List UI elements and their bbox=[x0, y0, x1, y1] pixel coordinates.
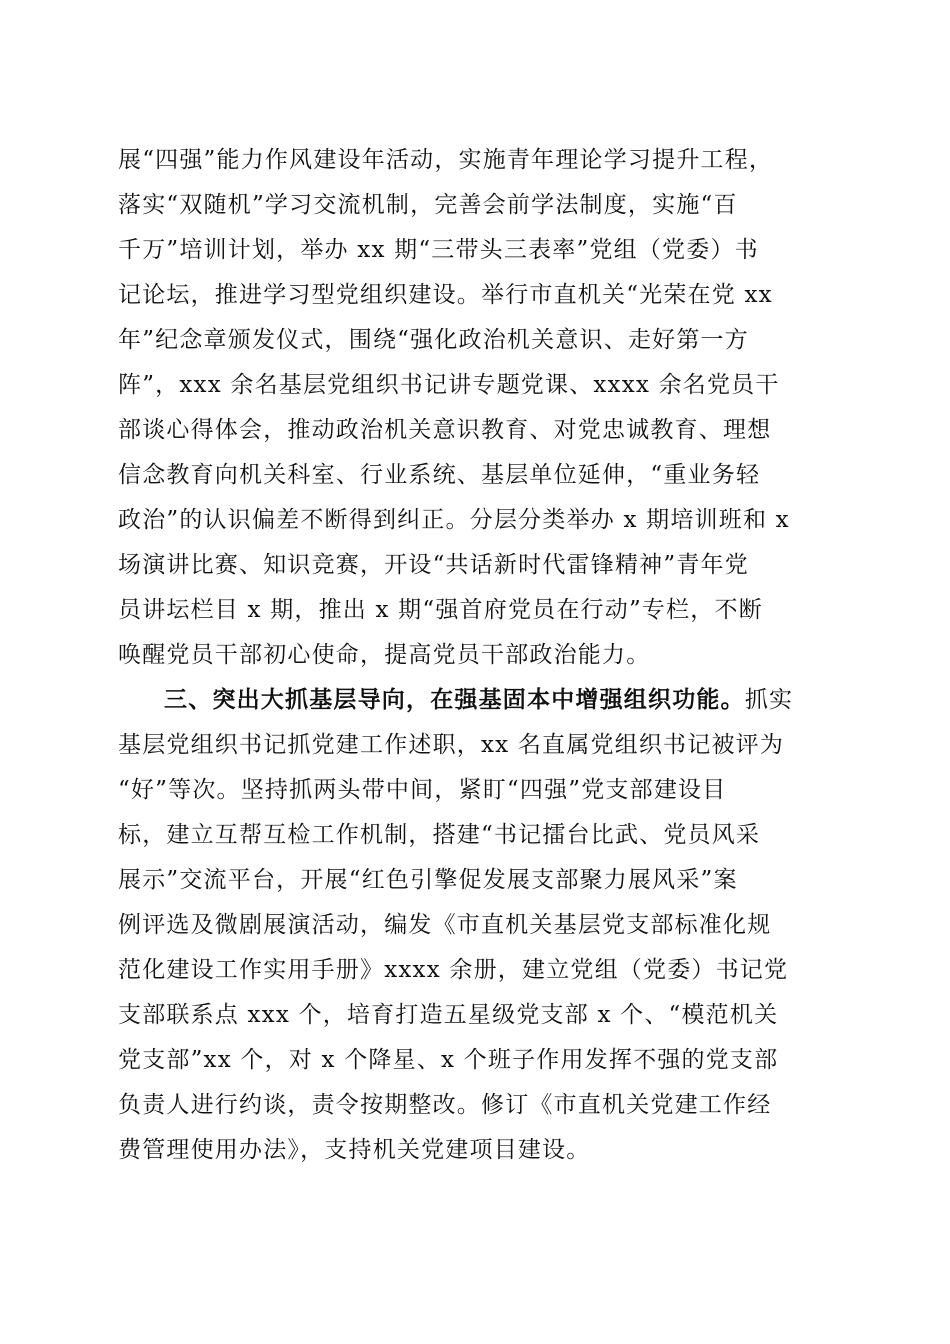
paragraph-2 bbox=[118, 678, 838, 1173]
text-line: 标，建立互帮互检工作机制，搭建“书记擂台比武、党员风采 bbox=[118, 822, 761, 848]
text-line: 阵”，xxx 余名基层党组织书记讲专题党课、xxxx 余名党员干 bbox=[118, 372, 780, 398]
text-line: 范化建设工作实用手册》xxxx 余册，建立党组（党委）书记党 bbox=[118, 957, 789, 983]
text-line: 展示”交流平台，开展“红色引擎促发展支部聚力展风采”案 bbox=[118, 867, 738, 893]
paragraph-1 bbox=[118, 138, 838, 678]
text-line: 部谈心得体会，推动政治机关意识教育、对党忠诚教育、理想 bbox=[118, 417, 772, 443]
text-line: 年”纪念章颁发仪式，围绕“强化政治机关意识、走好第一方 bbox=[118, 327, 749, 353]
text-line: 政治”的认识偏差不断得到纠正。分层分类举办 x 期培训班和 x bbox=[118, 507, 790, 533]
text-line: 员讲坛栏目 x 期，推出 x 期“强首府党员在行动”专栏，不断 bbox=[118, 597, 763, 623]
text-line: 负责人进行约谈，责令按期整改。修订《市直机关党建工作经 bbox=[118, 1092, 772, 1118]
text-line: 党支部”xx 个，对 x 个降星、x 个班子作用发挥不强的党支部 bbox=[118, 1047, 779, 1073]
text-line: 展“四强”能力作风建设年活动，实施青年理论学习提升工程， bbox=[118, 147, 774, 173]
text-line: “好”等次。坚持抓两头带中间，紧盯“四强”党支部建设目 bbox=[118, 777, 727, 803]
heading-line-rest: 抓实 bbox=[744, 687, 794, 713]
text-line: 信念教育向机关科室、行业系统、基层单位延伸，“重业务轻 bbox=[118, 462, 761, 488]
text-line: 支部联系点 xxx 个，培育打造五星级党支部 x 个、“模范机关 bbox=[118, 1002, 779, 1028]
text-line-first bbox=[118, 678, 838, 723]
text-line: 例评选及微剧展演活动，编发《市直机关基层党支部标准化规 bbox=[118, 912, 772, 938]
text-line: 场演讲比赛、知识竞赛，开设“共话新时代雷锋精神”青年党 bbox=[118, 552, 749, 578]
text-line: 千万”培训计划，举办 xx 期“三带头三表率”党组（党委）书 bbox=[118, 237, 759, 263]
section-heading: 三、突出大抓基层导向，在强基固本中增强组织功能。 bbox=[164, 687, 745, 713]
text-line: 基层党组织书记抓党建工作述职，xx 名直属党组织书记被评为 bbox=[118, 732, 785, 758]
text-line: 费管理使用办法》，支持机关党建项目建设。 bbox=[118, 1137, 591, 1163]
text-line: 记论坛，推进学习型党组织建设。举行市直机关“光荣在党 xx bbox=[118, 282, 773, 308]
document-body bbox=[118, 138, 838, 1173]
text-line: 唤醒党员干部初心使命，提高党员干部政治能力。 bbox=[118, 642, 651, 668]
text-line: 落实“双随机”学习交流机制，完善会前学法制度，实施“百 bbox=[118, 192, 738, 218]
